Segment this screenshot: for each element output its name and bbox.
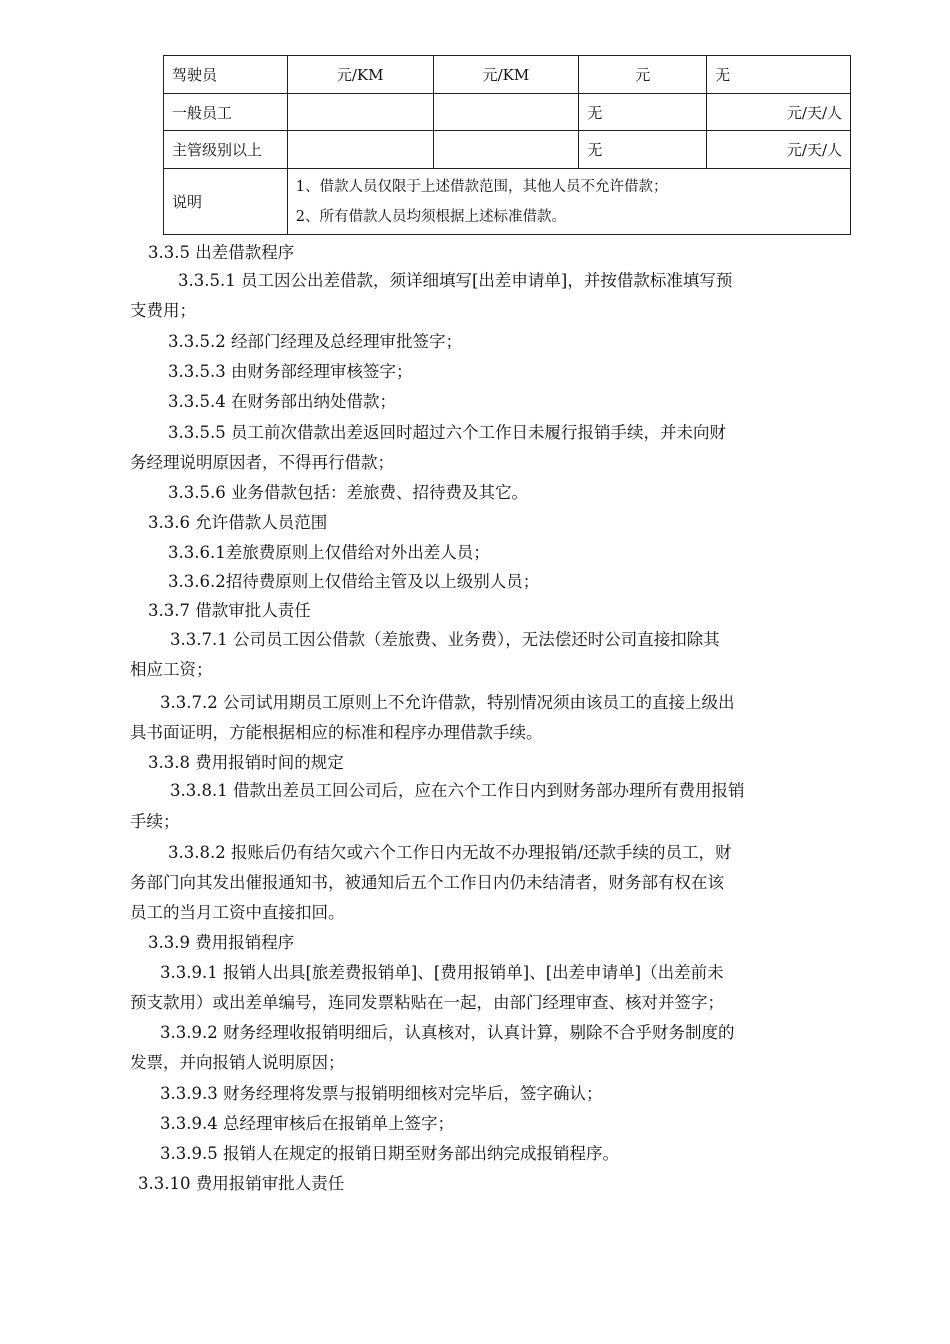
paragraph-line: 3.3.9.4 总经理审核后在报销单上签字； xyxy=(160,1114,454,1133)
table-cell: 元/天/人 xyxy=(707,131,851,169)
table-cell xyxy=(287,131,433,169)
paragraph-line: 务部门向其发出催报通知书，被通知后五个工作日内仍未结清者，财务部有权在该 xyxy=(130,873,724,892)
paragraph-line: 3.3.5.5 员工前次借款出差返回时超过六个工作日未履行报销手续，并未向财 xyxy=(168,423,726,442)
table-cell: 元/KM xyxy=(287,56,433,94)
table-cell: 无 xyxy=(579,94,707,131)
paragraph-line: 手续； xyxy=(130,812,180,831)
table-cell xyxy=(433,131,579,169)
table-cell xyxy=(287,94,433,131)
paragraph-line: 3.3.5.3 由财务部经理审核签字； xyxy=(168,362,413,381)
section-heading: 3.3.7 借款审批人责任 xyxy=(148,601,311,620)
table-cell: 驾驶员 xyxy=(164,56,288,94)
paragraph-line: 3.3.8.1 借款出差员工回公司后，应在六个工作日内到财务部办理所有费用报销 xyxy=(170,781,745,800)
note-label: 说明 xyxy=(164,169,288,235)
table-cell: 主管级别以上 xyxy=(164,131,288,169)
table-cell: 元 xyxy=(579,56,707,94)
section-heading: 3.3.6 允许借款人员范围 xyxy=(148,513,328,532)
table-cell: 无 xyxy=(579,131,707,169)
paragraph-line: 3.3.5.1 员工因公出差借款，须详细填写[出差申请单]，并按借款标准填写预 xyxy=(178,271,733,290)
section-heading: 3.3.5 出差借款程序 xyxy=(148,243,295,262)
paragraph-line: 3.3.9.2 财务经理收报销明细后，认真核对，认真计算，剔除不合乎财务制度的 xyxy=(160,1023,735,1042)
section-heading: 3.3.8 费用报销时间的规定 xyxy=(148,753,344,772)
table-cell: 元/天/人 xyxy=(707,94,851,131)
table-row xyxy=(164,131,851,169)
paragraph-line: 发票，并向报销人说明原因； xyxy=(130,1053,345,1072)
paragraph-line: 相应工资； xyxy=(130,660,213,679)
paragraph-line: 3.3.8.2 报账后仍有结欠或六个工作日内无故不办理报销/还款手续的员工，财 xyxy=(168,843,732,862)
note-line: 2、所有借款人员均须根据上述标准借款。 xyxy=(295,208,566,225)
paragraph-line: 3.3.9.3 财务经理将发票与报销明细核对完毕后，签字确认； xyxy=(160,1084,603,1103)
paragraph-line: 3.3.5.2 经部门经理及总经理审批签字； xyxy=(168,332,462,351)
table-cell xyxy=(433,94,579,131)
paragraph-line: 3.3.7.1 公司员工因公借款（差旅费、业务费），无法偿还时公司直接扣除其 xyxy=(170,630,720,649)
paragraph-line: 具书面证明，方能根据相应的标准和程序办理借款手续。 xyxy=(130,723,543,742)
table-row xyxy=(164,56,851,94)
paragraph-line: 支费用； xyxy=(130,301,196,320)
table-cell: 元/KM xyxy=(433,56,579,94)
paragraph-line: 3.3.7.2 公司试用期员工原则上不允许借款，特别情况须由该员工的直接上级出 xyxy=(160,693,735,712)
table-cell: 一般员工 xyxy=(164,94,288,131)
reimbursement-standard-table xyxy=(163,55,851,235)
table-row xyxy=(164,94,851,131)
table-cell: 无 xyxy=(707,56,851,94)
section-heading: 3.3.10 费用报销审批人责任 xyxy=(138,1174,345,1193)
paragraph-line: 3.3.6.2招待费原则上仅借给主管及以上级别人员； xyxy=(168,572,540,591)
paragraph-line: 3.3.6.1差旅费原则上仅借给对外出差人员； xyxy=(168,543,490,562)
paragraph-line: 3.3.5.6 业务借款包括：差旅费、招待费及其它。 xyxy=(168,483,528,502)
paragraph-line: 务经理说明原因者，不得再行借款； xyxy=(130,453,394,472)
paragraph-line: 3.3.9.5 报销人在规定的报销日期至财务部出纳完成报销程序。 xyxy=(160,1144,619,1163)
section-heading: 3.3.9 费用报销程序 xyxy=(148,933,295,952)
paragraph-line: 3.3.9.1 报销人出具[旅差费报销单]、[费用报销单]、[出差申请单]（出差前未 xyxy=(160,963,724,982)
paragraph-line: 预支款用）或出差单编号，连同发票粘贴在一起，由部门经理审查、核对并签字； xyxy=(130,993,724,1012)
note-line: 1、借款人员仅限于上述借款范围，其他人员不允许借款； xyxy=(295,178,668,195)
note-content xyxy=(287,169,850,235)
paragraph-line: 3.3.5.4 在财务部出纳处借款； xyxy=(168,392,396,411)
paragraph-line: 员工的当月工资中直接扣回。 xyxy=(130,903,345,922)
table-row xyxy=(164,169,851,235)
